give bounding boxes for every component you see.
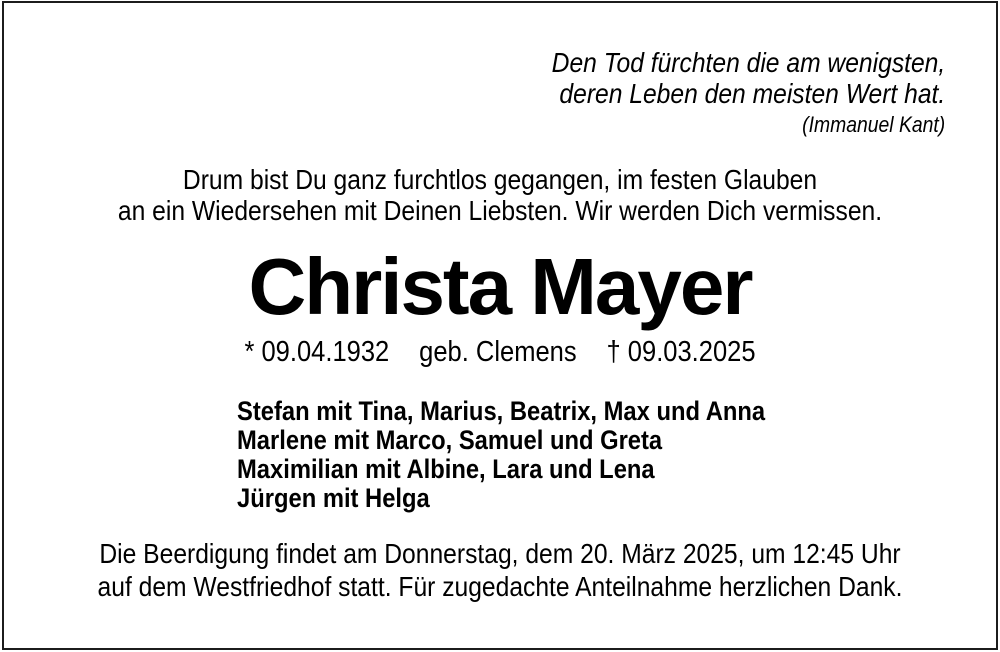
mourners-list [237,397,765,513]
deceased-name: Christa Mayer [248,242,752,331]
life-dates [60,337,940,368]
funeral-line-1: Die Beerdigung findet am Donnerstag, dem 20. März 2025, um 12:45 Uhr [99,538,901,569]
mourner-line: Maximilian mit Albine, Lara und Lena [237,454,655,484]
funeral-line-2: auf dem Westfriedhof statt. Für zugedachte Anteilnahme herzlichen Dank. [97,571,903,602]
death-date: † 09.03.2025 [606,336,756,368]
mourner-line: Jürgen mit Helga [237,483,430,513]
maiden-name: geb. Clemens [419,336,577,368]
farewell-line-2: an ein Wiedersehen mit Deinen Liebsten. Wir werden Dich vermissen. [117,195,883,226]
funeral-info [60,537,940,603]
birth-date: * 09.04.1932 [244,336,390,368]
quote-line-1: Den Tod fürchten die am wenigsten, [551,47,945,78]
quote-attribution: (Immanuel Kant) [801,112,945,137]
farewell-message [60,164,940,226]
mourner-line: Stefan mit Tina, Marius, Beatrix, Max und Anna [237,396,766,426]
farewell-line-1: Drum bist Du ganz furchtlos gegangen, im festen Glauben [182,164,818,195]
mourner-line: Marlene mit Marco, Samuel und Greta [237,425,663,455]
memorial-quote [551,47,945,139]
quote-line-2: deren Leben den meisten Wert hat. [559,78,945,109]
